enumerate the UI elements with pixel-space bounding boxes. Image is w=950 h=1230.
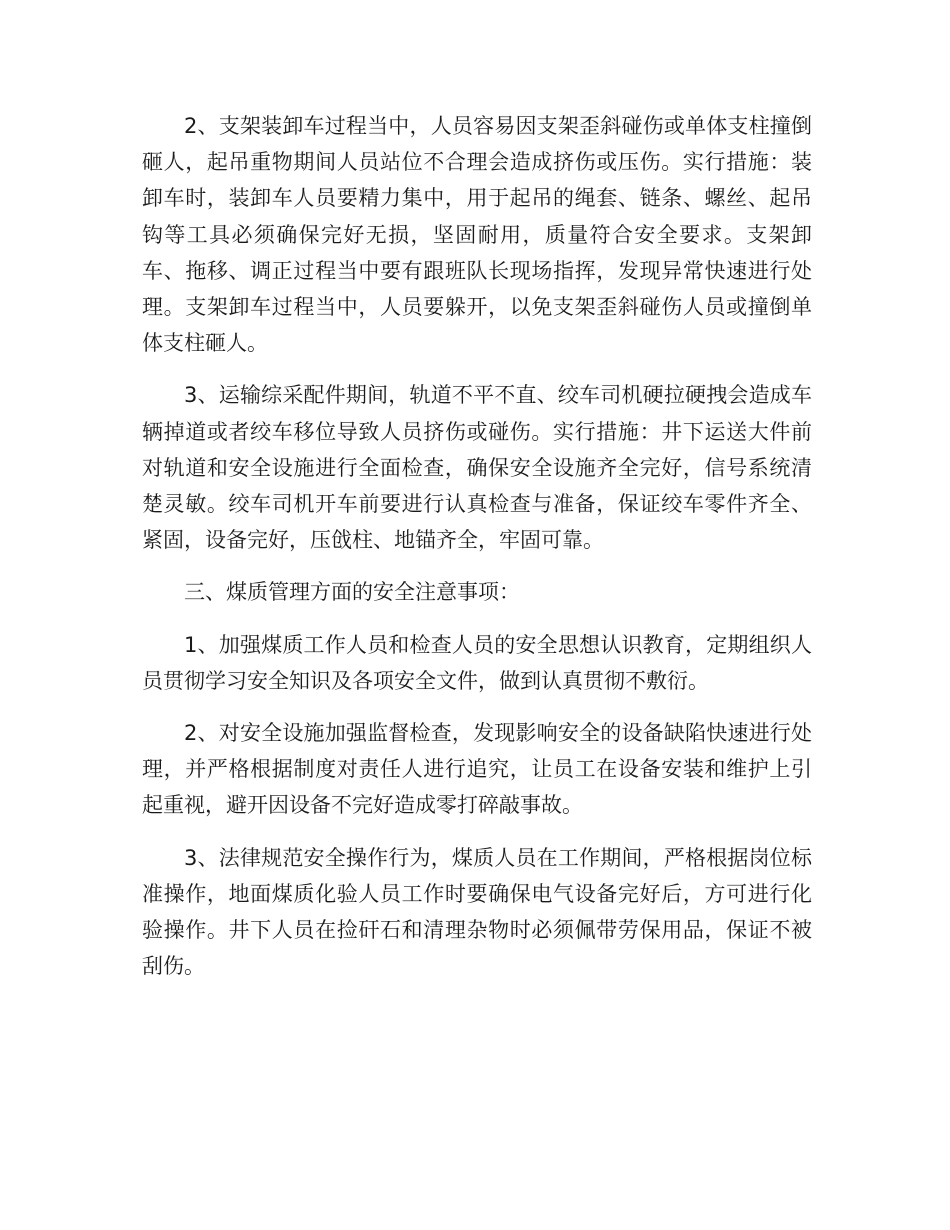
section-heading-coal-quality: 三、煤质管理方面的安全注意事项： xyxy=(184,580,520,605)
paragraph-safety-education: 1、加强煤质工作人员和检查人员的安全思想认识教育，定期组织人员贯彻学习安全知识及各项安全文件，做到认真贯彻不敷衍。 xyxy=(142,632,812,693)
paragraph-operation-standards: 3、法律规范安全操作行为，煤质人员在工作期间，严格根据岗位标准操作，地面煤质化验人员工作时要确保电气设备完好后，方可进行化验操作。井下人员在捡矸石和清理杂物时必须佩带劳保用品，保证不被刮伤。 xyxy=(142,845,812,979)
paragraph-facility-inspection: 2、对安全设施加强监督检查，发现影响安全的设备缺陷快速进行处理，并严格根据制度对责任人进行追究，让员工在设备安装和维护上引起重视，避开因设备不完好造成零打碎敲事故。 xyxy=(142,721,812,818)
document-body xyxy=(142,108,812,984)
paragraph-transport-parts: 3、运输综采配件期间，轨道不平不直、绞车司机硬拉硬拽会造成车辆掉道或者绞车移位导致人员挤伤或碰伤。实行措施：井下运送大件前对轨道和安全设施进行全面检查，确保安全设施齐全完好，信号系统清楚灵敏。绞车司机开车前要进行认真检查与准备，保证绞车零件齐全、紧固，设备完好，压戗柱、地锚齐全，牢固可靠。 xyxy=(142,383,812,553)
paragraph-support-loading: 2、支架装卸车过程当中，人员容易因支架歪斜碰伤或单体支柱撞倒砸人，起吊重物期间人员站位不合理会造成挤伤或压伤。实行措施：装卸车时，装卸车人员要精力集中，用于起吊的绳套、链条、螺丝、起吊钩等工具必须确保完好无损，坚固耐用，质量符合安全要求。支架卸车、拖移、调正过程当中要有跟班队长现场指挥，发现异常快速进行处理。支架卸车过程当中，人员要躲开，以免支架歪斜碰伤人员或撞倒单体支柱砸人。 xyxy=(142,114,812,356)
